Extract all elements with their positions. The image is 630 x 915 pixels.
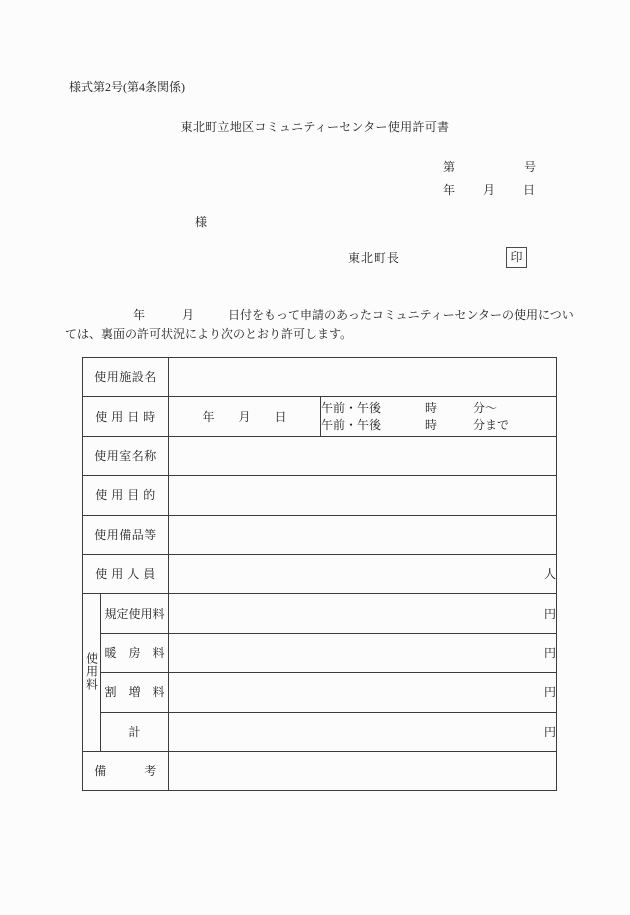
remarks-label: 備 考: [83, 751, 169, 790]
time-to-ampm-label: 午前・午後: [321, 417, 382, 432]
time-to-minute-label: 分まで: [473, 417, 510, 432]
attendees-value-cell: 人: [169, 554, 557, 593]
issue-date-month-label: 月: [483, 183, 496, 197]
table-row-purpose: [83, 476, 557, 515]
addressee-honorific: 様: [195, 215, 208, 229]
fee-heating-label: 暖 房 料: [101, 633, 169, 672]
doc-number-prefix: 第: [443, 160, 456, 174]
table-row-fee-surcharge: [83, 673, 557, 712]
table-row-fee-heating: [83, 633, 557, 672]
intro-line-1-text: 日付をもって申請のあったコミュニティーセンターの使用につい: [228, 308, 574, 322]
intro-year-label: 年: [133, 308, 146, 322]
fee-surcharge-label: 割 増 料: [101, 673, 169, 712]
issue-date-year-label: 年: [443, 183, 456, 197]
blank-day-space: [194, 318, 228, 319]
seal-box: 印: [506, 247, 527, 268]
intro-month-label: 月: [182, 308, 195, 322]
time-from-ampm-label: 午前・午後: [321, 400, 382, 415]
fee-total-value-cell: 円: [169, 712, 557, 751]
table-row-fee-total: [83, 712, 557, 751]
time-from-line: [321, 400, 556, 417]
table-row-facility: [83, 358, 557, 397]
table-row-attendees: [83, 554, 557, 593]
issue-date-day-label: 日: [523, 183, 536, 197]
time-from-hour-label: 時: [425, 400, 438, 415]
purpose-label: 使 用 目 的: [83, 476, 169, 515]
blank-hour-space: [381, 411, 425, 412]
datetime-time-cell: [321, 397, 557, 436]
fee-surcharge-value-cell: 円: [169, 673, 557, 712]
blank-minute-space: [437, 411, 473, 412]
permit-table: [82, 357, 557, 791]
datetime-date-cell: 年 月 日: [169, 397, 321, 436]
intro-line-2: ては、裏面の許可状況により次のとおり許可します。: [65, 326, 353, 341]
fees-group-label: [83, 594, 101, 752]
page-title: 東北町立地区コミュニティーセンター使用許可書: [180, 120, 450, 134]
table-row-fee-standard: [83, 594, 557, 633]
table-row-equipment: [83, 515, 557, 554]
intro-paragraph: [65, 306, 605, 343]
facility-value-cell: [169, 358, 557, 397]
time-to-hour-label: 時: [425, 417, 438, 432]
time-from-minute-label: 分〜: [473, 400, 498, 415]
table-row-remarks: [83, 751, 557, 790]
facility-label: 使用施設名: [83, 358, 169, 397]
room-value-cell: [169, 436, 557, 475]
attendees-label: 使 用 人 員: [83, 554, 169, 593]
room-label: 使用室名称: [83, 436, 169, 475]
purpose-value-cell: [169, 476, 557, 515]
form-number: 様式第2号(第4条関係): [69, 80, 185, 94]
blank-hour-space: [381, 428, 425, 429]
fee-heating-value-cell: 円: [169, 633, 557, 672]
fee-standard-value-cell: 円: [169, 594, 557, 633]
doc-number-suffix: 号: [524, 160, 537, 174]
blank-month-space: [145, 318, 182, 319]
datetime-label: 使 用 日 時: [83, 397, 169, 436]
intro-line-1: [65, 306, 605, 325]
table-row-datetime: [83, 397, 557, 436]
fee-standard-label: 規定使用料: [101, 594, 169, 633]
blank-date-space: [65, 318, 133, 319]
equipment-value-cell: [169, 515, 557, 554]
equipment-label: 使用備品等: [83, 515, 169, 554]
time-to-line: [321, 417, 556, 434]
blank-minute-space: [437, 428, 473, 429]
fee-total-label: 計: [101, 712, 169, 751]
issuer-title: 東北町長: [348, 251, 401, 265]
fees-group-label-text: 使用料: [84, 652, 99, 692]
table-row-room: [83, 436, 557, 475]
remarks-value-cell: [169, 751, 557, 790]
